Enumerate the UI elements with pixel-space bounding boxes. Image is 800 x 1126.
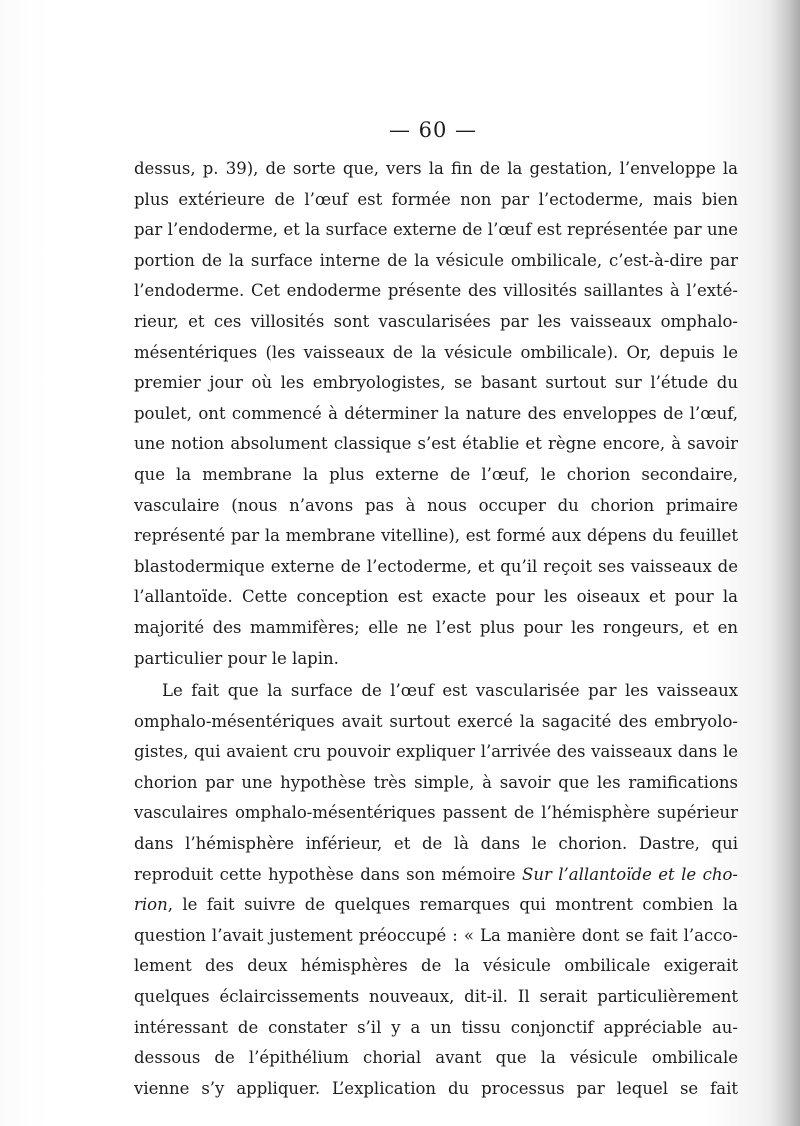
page-number: — 60 —: [388, 118, 478, 142]
text-line: une notion absolument classique s’est établie et règne encore, à savoir: [134, 434, 738, 454]
text-line: dessus, p. 39), de sorte que, vers la fin de la gestation, l’enveloppe la: [134, 159, 738, 178]
text-line: intéressant de constater s’il y a un tissu conjonctif appréciable au-: [134, 1017, 738, 1037]
text-line: portion de la surface interne de la vésicule ombilicale, c’est-à-dire par: [134, 250, 738, 270]
text-line: gistes, qui avaient cru pouvoir expliquer l’arrivée des vaisseaux dans le: [134, 742, 738, 762]
text-line: chorion par une hypothèse très simple, à savoir que les ramifications: [134, 772, 738, 792]
text-segment: , le fait suivre de quelques remarques qui montrent combien la: [167, 895, 738, 915]
text-line: rieur, et ces villosités sont vascularisées par les vaisseaux omphalo-: [134, 311, 738, 331]
text-line: l’allantoïde. Cette conception est exacte pour les oiseaux et pour la: [134, 587, 738, 607]
text-line: quelques éclaircissements nouveaux, dit-il. Il serait particulièrement: [134, 987, 738, 1007]
text-line: majorité des mammifères; elle ne l’est plus pour les rongeurs, et en: [134, 617, 738, 637]
text-line: premier jour où les embryologistes, se basant surtout sur l’étude du: [134, 373, 738, 393]
text-line: par l’endoderme, et la surface externe de l’œuf est représentée par une: [134, 220, 738, 240]
text-line: [134, 860, 738, 891]
text-line: plus extérieure de l’œuf est formée non par l’ectoderme, mais bien: [134, 189, 738, 209]
text-line: que la membrane la plus externe de l’œuf, le chorion secondaire,: [134, 464, 738, 484]
italic-title: rion: [134, 895, 168, 915]
italic-title: Sur l’allantoïde et le cho-: [522, 864, 738, 884]
text-line: vienne s’y appliquer. L’explication du processus par lequel se fait: [134, 1078, 738, 1098]
text-segment: reproduit cette hypothèse dans son mémoire: [134, 864, 516, 884]
text-line: dessous de l’épithélium chorial avant que la vésicule ombilicale: [134, 1048, 738, 1068]
text-line: dans l’hémisphère inférieur, et de là dans le chorion. Dastre, qui: [134, 834, 738, 854]
text-line: lement des deux hémisphères de la vésicule ombilicale exigerait: [134, 956, 738, 976]
text-line: omphalo-mésentériques avait surtout exercé la sagacité des embryolo-: [134, 711, 738, 731]
text-line: poulet, ont commencé à déterminer la nature des enveloppes de l’œuf,: [134, 403, 738, 423]
text-line: particulier pour le lapin.: [134, 648, 339, 668]
text-line: vasculaire (nous n’avons pas à nous occuper du chorion primaire: [134, 495, 738, 515]
text-line: Le fait que la surface de l’œuf est vascularisée par les vaisseaux: [162, 681, 738, 701]
text-line: l’endoderme. Cet endoderme présente des villosités saillantes à l’exté-: [134, 281, 738, 301]
text-line: représenté par la membrane vitelline), est formé aux dépens du feuillet: [134, 526, 738, 546]
text-line: blastodermique externe de l’ectoderme, et qu’il reçoit ses vaisseaux de: [134, 556, 738, 576]
text-line: mésentériques (les vaisseaux de la vésicule ombilicale). Or, depuis le: [134, 342, 738, 362]
text-line: question l’avait justement préoccupé : « La manière dont se fait l’acco-: [134, 925, 738, 945]
body-text: [134, 154, 738, 1104]
text-line: [134, 890, 738, 921]
text-line: vasculaires omphalo-mésentériques passent de l’hémisphère supérieur: [134, 803, 738, 823]
